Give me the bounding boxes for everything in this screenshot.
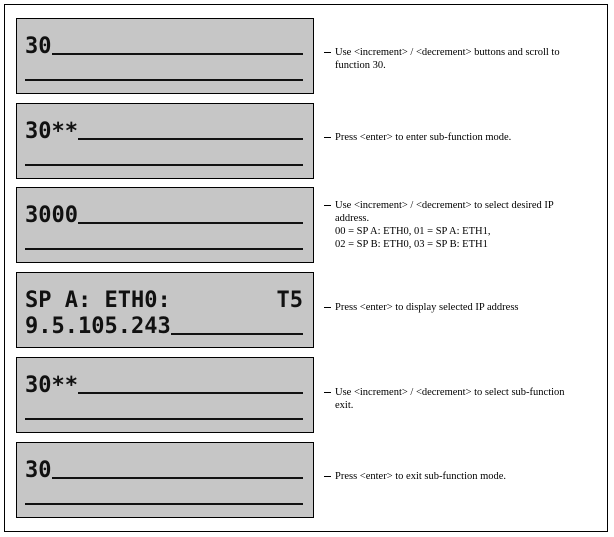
instruction-step-5 (324, 386, 600, 412)
lcd-line-2-text: 9.5.105.243 (25, 314, 171, 339)
lcd-line-2 (25, 228, 303, 256)
instruction-text: Press <enter> to enter sub-function mode. (335, 132, 512, 143)
instruction-step-6 (324, 470, 600, 483)
lcd-display-step-2 (16, 103, 314, 179)
lcd-line-2 (25, 59, 303, 87)
lcd-line-1-text: 3000 (25, 203, 78, 228)
lcd-line-1-left-text: SP A: ETH0: (25, 288, 171, 313)
instruction-text: Use <increment> / <decrement> buttons and scroll to function 30. (335, 47, 560, 71)
lcd-line-1 (25, 457, 303, 485)
lcd-line-1 (25, 372, 303, 400)
instruction-text: Use <increment> / <decrement> to select desired IP address. 00 = SP A: ETH0, 01 = SP A: ETH1, 02 = SP B: ETH0, 03 = SP B: ETH1 (335, 200, 554, 250)
lcd-line-1-text: 30 (25, 34, 52, 59)
lcd-line-2 (25, 144, 303, 172)
lcd-display-step-1 (16, 18, 314, 94)
instruction-step-4 (324, 301, 600, 314)
lcd-line-2 (25, 483, 303, 511)
instruction-step-2 (324, 131, 600, 144)
instruction-text: Press <enter> to exit sub-function mode. (335, 471, 507, 482)
lcd-line-2 (25, 398, 303, 426)
lcd-display-step-6 (16, 442, 314, 518)
lcd-line-1-text: 30 (25, 458, 52, 483)
lcd-display-step-3 (16, 187, 314, 263)
lcd-display-step-5 (16, 357, 314, 433)
lcd-line-1 (25, 118, 303, 146)
instruction-step-1 (324, 46, 600, 72)
lcd-line-1-text: 30** (25, 373, 78, 398)
lcd-line-1 (25, 202, 303, 230)
lcd-line-1-right-text: T5 (276, 288, 303, 313)
instruction-step-3 (324, 199, 600, 251)
lcd-line-1 (25, 33, 303, 61)
instruction-text: Press <enter> to display selected IP address (335, 302, 519, 313)
lcd-display-step-4 (16, 272, 314, 348)
lcd-line-1 (25, 287, 303, 315)
lcd-line-2 (25, 313, 303, 341)
instruction-text: Use <increment> / <decrement> to select sub-function exit. (335, 387, 565, 411)
lcd-line-1-text: 30** (25, 119, 78, 144)
